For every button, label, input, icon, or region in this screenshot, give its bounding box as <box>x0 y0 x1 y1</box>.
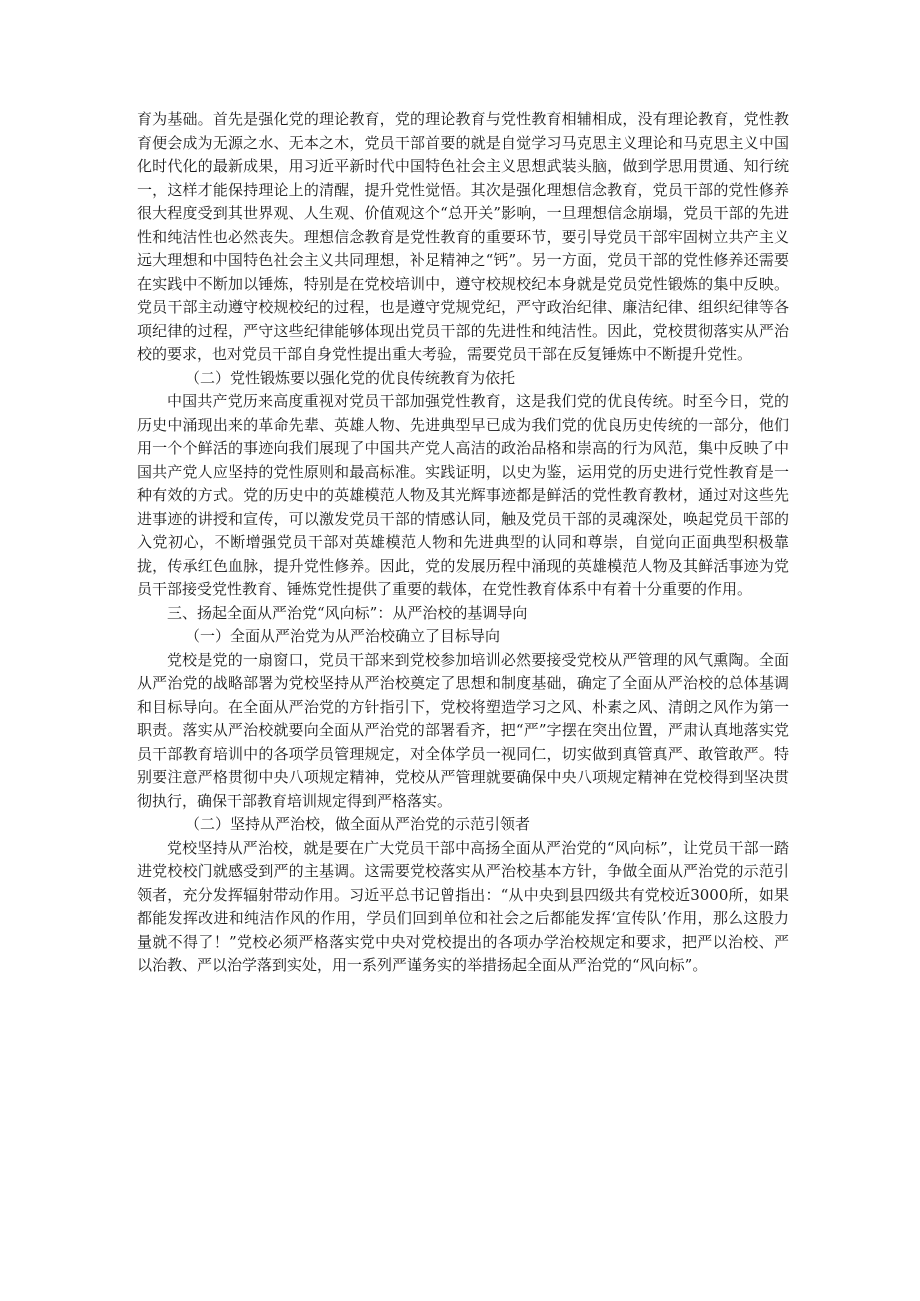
body-paragraph: 党校坚持从严治校，就是要在广大党员干部中高扬全面从严治党的“风向标”，让党员干部一踏进党校校门就感受到严的主基调。这需要党校落实从严治校基本方针，争做全面从严治党的示范引领者，充分发挥辐射带动作用。习近平总书记曾指出：“从中央到县四级共有党校近3000所，如果都能发挥改进和纯洁作风的作用，学员们回到单位和社会之后都能发挥‘宣传队’作用，那么这股力量就不得了！”党校必须严格落实党中央对党校提出的各项办学治校规定和要求，把严以治校、严以治教、严以治学落到实处，用一系列严谨务实的举措扬起全面从严治党的“风向标”。 <box>137 838 789 974</box>
paragraph-continuation: 育为基础。首先是强化党的理论教育，党的理论教育与党性教育相辅相成，没有理论教育，党性教育便会成为无源之水、无本之木，党员干部首要的就是自觉学习马克思主义理论和马克思主义中国化时代化的最新成果，用习近平新时代中国特色社会主义思想武装头脑，做到学思用贯通、知行统一，这样才能保持理论上的清醒，提升党性觉悟。其次是强化理想信念教育，党员干部的党性修养很大程度受到其世界观、人生观、价值观这个“总开关”影响，一旦理想信念崩塌，党员干部的先进性和纯洁性也必然丧失。理想信念教育是党性教育的重要环节，要引导党员干部牢固树立共产主义远大理想和中国特色社会主义共同理想，补足精神之“钙”。另一方面，党员干部的党性修养还需要在实践中不断加以锤炼，特别是在党校培训中，遵守校规校纪本身就是党员党性锻炼的集中反映。党员干部主动遵守校规校纪的过程，也是遵守党规党纪，严守政治纪律、廉洁纪律、组织纪律等各项纪律的过程，严守这些纪律能够体现出党员干部的先进性和纯洁性。因此，党校贯彻落实从严治校的要求，也对党员干部自身党性提出重大考验，需要党员干部在反复锤炼中不断提升党性。 <box>137 110 789 363</box>
subsection-heading: （二）坚持从严治校，做全面从严治党的示范引领者 <box>185 815 531 833</box>
subsection-heading: （二）党性锻炼要以强化党的优良传统教育为依托 <box>185 368 516 387</box>
body-paragraph: 中国共产党历来高度重视对党员干部加强党性教育，这是我们党的优良传统。时至今日，党的历史中涌现出来的革命先辈、英雄人物、先进典型早已成为我们党的优良历史传统的一部分，他们用一个个鲜活的事迹向我们展现了中国共产党人高洁的政治品格和崇高的行为风范，集中反映了中国共产党人应坚持的党性原则和最高标准。实践证明，以史为鉴，运用党的历史进行党性教育是一种有效的方式。党的历史中的英雄模范人物及其光辉事迹都是鲜活的党性教育教材，通过对这些先进事迹的讲授和宣传，可以激发党员干部的情感认同，触及党员干部的灵魂深处，唤起党员干部的入党初心，不断增强党员干部对英雄模范人物和先进典型的认同和尊崇，自觉向正面典型积极靠拢，传承红色血脉，提升党性修养。因此，党的发展历程中涌现的英雄模范人物及其鲜活事迹为党员干部接受党性教育、锤炼党性提供了重要的载体，在党性教育体系中有着十分重要的作用。 <box>137 392 789 598</box>
subsection-heading: （一）全面从严治党为从严治校确立了目标导向 <box>185 627 501 645</box>
section-heading: 三、扬起全面从严治党“风向标”：从严治校的基调导向 <box>167 603 528 622</box>
body-paragraph: 党校是党的一扇窗口，党员干部来到党校参加培训必然要接受党校从严管理的风气熏陶。全面从严治党的战略部署为党校坚持从严治校奠定了思想和制度基础，确定了全面从严治校的总体基调和目标导向。在全面从严治党的方针指引下，党校将塑造学习之风、朴素之风、清朗之风作为第一职责。落实从严治校就要向全面从严治党的部署看齐，把“严”字摆在突出位置，严肃认真地落实党员干部教育培训中的各项学员管理规定，对全体学员一视同仁，切实做到真管真严、敢管敢严。特别要注意严格贯彻中央八项规定精神，党校从严管理就要确保中央八项规定精神在党校得到坚决贯彻执行，确保干部教育培训规定得到严格落实。 <box>137 650 789 810</box>
document-body <box>137 108 789 978</box>
